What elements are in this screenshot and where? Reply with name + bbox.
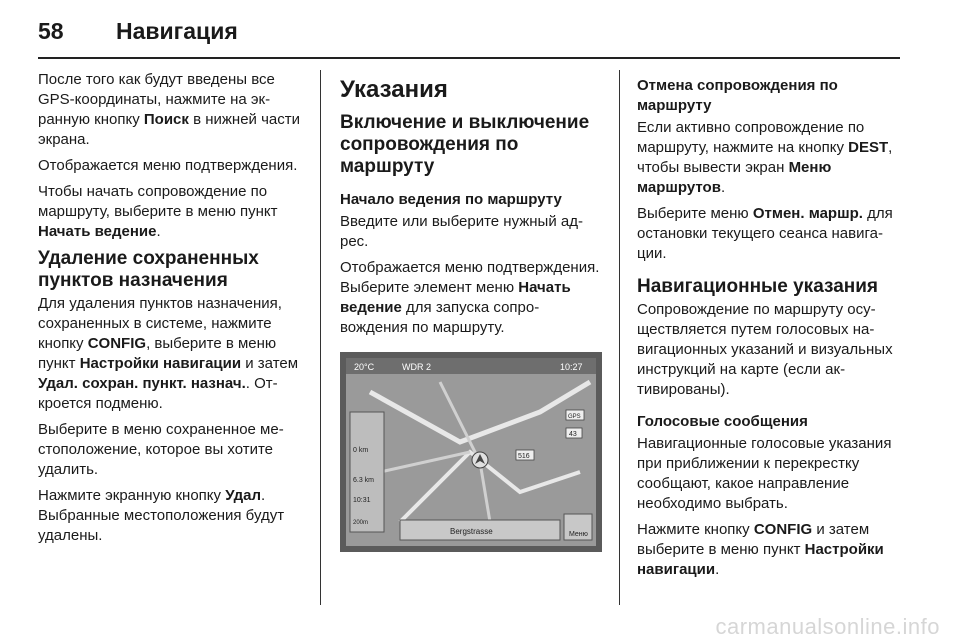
page-header (38, 18, 928, 58)
paragraph: Чтобы начать сопровождение по маршруту, выберите в меню пункт Начать ведение. (38, 183, 278, 240)
scale: 200m (353, 520, 369, 526)
column-divider (320, 70, 321, 605)
watermark: carmanualsonline.info (715, 614, 940, 639)
road-sign-2: 43 (569, 431, 577, 438)
subsection-heading: Включение и выключение сопровождения по маршруту (340, 112, 590, 177)
heading-cancel-guidance: Отмена сопровождения по маршруту (637, 77, 838, 114)
road-sign-1: 516 (518, 453, 530, 460)
eta: 10:31 (353, 497, 371, 504)
clock-readout: 10:27 (560, 362, 583, 372)
paragraph: Навигационные голосовые указания при приближении к перекрестку сообщают, какое направление необходимо выбрать. (637, 435, 892, 512)
paragraph: Если активно сопровождение по маршруту, нажмите на кнопку DEST, чтобы вывести экран Меню маршрутов. (637, 119, 893, 196)
temp-readout: 20°C (354, 362, 375, 372)
paragraph: Нажмите кнопку CONFIG и затем выберите в меню пункт Настройки навигации. (637, 521, 884, 578)
column-middle (340, 70, 602, 552)
section-title: Указания (340, 76, 448, 103)
section-heading-nav-instructions: Навигационные указания (637, 276, 878, 297)
navigation-screen-image (340, 352, 602, 552)
paragraph: Выберите в меню сохраненное местоположение, которое вы хотите удалить. (38, 421, 284, 478)
heading-voice-messages: Голосовые сообщения (637, 413, 808, 430)
column-left (38, 70, 306, 552)
gps-indicator: GPS (568, 414, 581, 420)
paragraph: Нажмите экранную кнопку Удал. Выбранные местоположения будут удалены. (38, 487, 285, 544)
column-divider (619, 70, 620, 605)
distance-1: 0 km (353, 447, 369, 454)
station-readout: WDR 2 (402, 362, 431, 372)
distance-2: 6.3 km (353, 477, 375, 484)
nav-map-svg (340, 352, 602, 552)
page-number: 58 (38, 18, 64, 44)
paragraph: Отображается меню подтверждения. (38, 157, 298, 174)
paragraph: Отображается меню подтверждения. Выберите элемент меню Начать ведение для запуска сопровождения по маршруту. (340, 259, 600, 336)
paragraph: После того как будут введены все GPS-координаты, нажмите на экранную кнопку Поиск в нижней части экрана. (38, 71, 300, 148)
header-rule (38, 57, 900, 59)
page-title: Навигация (116, 18, 238, 44)
paragraph: Введите или выберите нужный адрес. (340, 213, 583, 250)
heading-start-guidance: Начало ведения по маршруту (340, 191, 562, 208)
column-right (637, 70, 907, 586)
paragraph: Выберите меню Отмен. маршр. для остановки текущего сеанса навигации. (637, 205, 893, 262)
street-name: Bergstrasse (450, 527, 493, 536)
paragraph: Сопровождение по маршруту осуществляется путем голосовых навигационных указаний и визуальных инструкций на карте (если активированы). (637, 301, 893, 398)
menu-label: Меню (569, 531, 588, 538)
paragraph: Для удаления пунктов назначения, сохраненных в системе, нажмите кнопку CONFIG, выберите в меню пункт Настройки навигации и затем Удал. сохран. пункт. назнач.. Откроется подменю. (38, 295, 299, 412)
section-heading-delete: Удаление сохраненных пунктов назначения (38, 248, 259, 291)
